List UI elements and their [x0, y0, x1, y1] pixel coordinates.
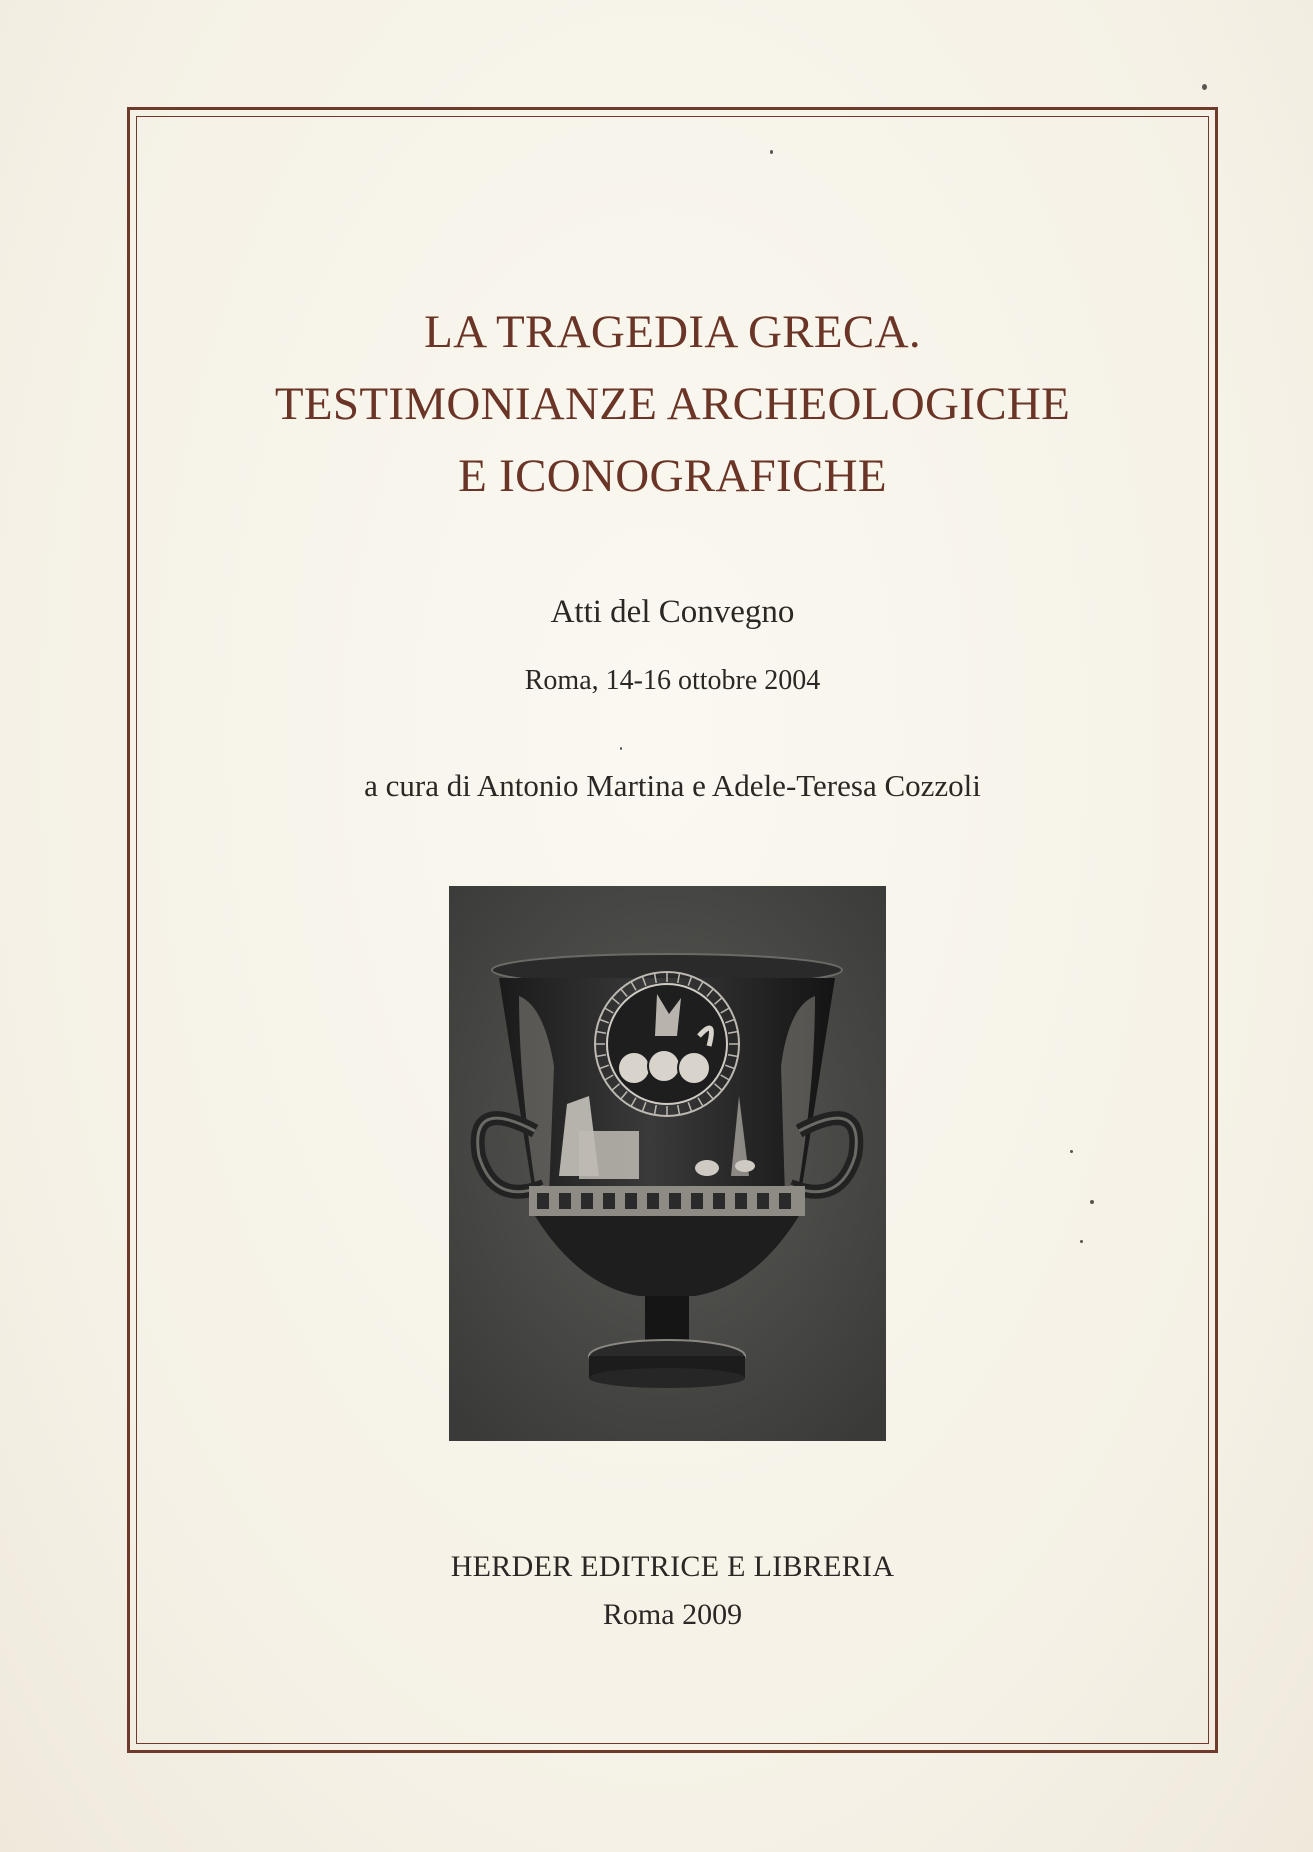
band-ornament: [581, 1193, 593, 1209]
cover-image-krater-vase: [449, 886, 886, 1441]
paper-speck: [1070, 1150, 1073, 1153]
band-ornament: [647, 1193, 659, 1209]
title-line-1: LA TRAGEDIA GRECA.: [424, 306, 921, 358]
book-editors: a cura di Antonio Martina e Adele-Teresa Cozzoli: [364, 768, 981, 803]
title-line-3: E ICONOGRAFICHE: [458, 450, 887, 502]
band-ornament: [779, 1193, 791, 1209]
conference-date: Roma, 14-16 ottobre 2004: [524, 665, 821, 696]
band-ornament: [735, 1193, 747, 1209]
book-title: [136, 296, 1209, 512]
publisher-name: HERDER EDITRICE E LIBRERIA: [450, 1550, 895, 1583]
title-line-2: TESTIMONIANZE ARCHEOLOGICHE: [274, 378, 1071, 430]
book-subtitle: Atti del Convegno: [550, 594, 795, 630]
band-ornament: [537, 1193, 549, 1209]
publisher-city-year: Roma 2009: [602, 1598, 743, 1631]
band-ornament: [625, 1193, 637, 1209]
paper-speck: [1090, 1200, 1094, 1204]
band-ornament: [691, 1193, 703, 1209]
band-ornament: [757, 1193, 769, 1209]
paper-speck: [770, 150, 773, 154]
band-ornament: [713, 1193, 725, 1209]
paper-speck: [620, 747, 622, 750]
band-ornament: [559, 1193, 571, 1209]
band-ornament: [669, 1193, 681, 1209]
paper-speck: [1080, 1240, 1083, 1243]
paper-speck: [1202, 84, 1207, 90]
vase-illustration: [449, 886, 886, 1441]
band-ornament: [603, 1193, 615, 1209]
